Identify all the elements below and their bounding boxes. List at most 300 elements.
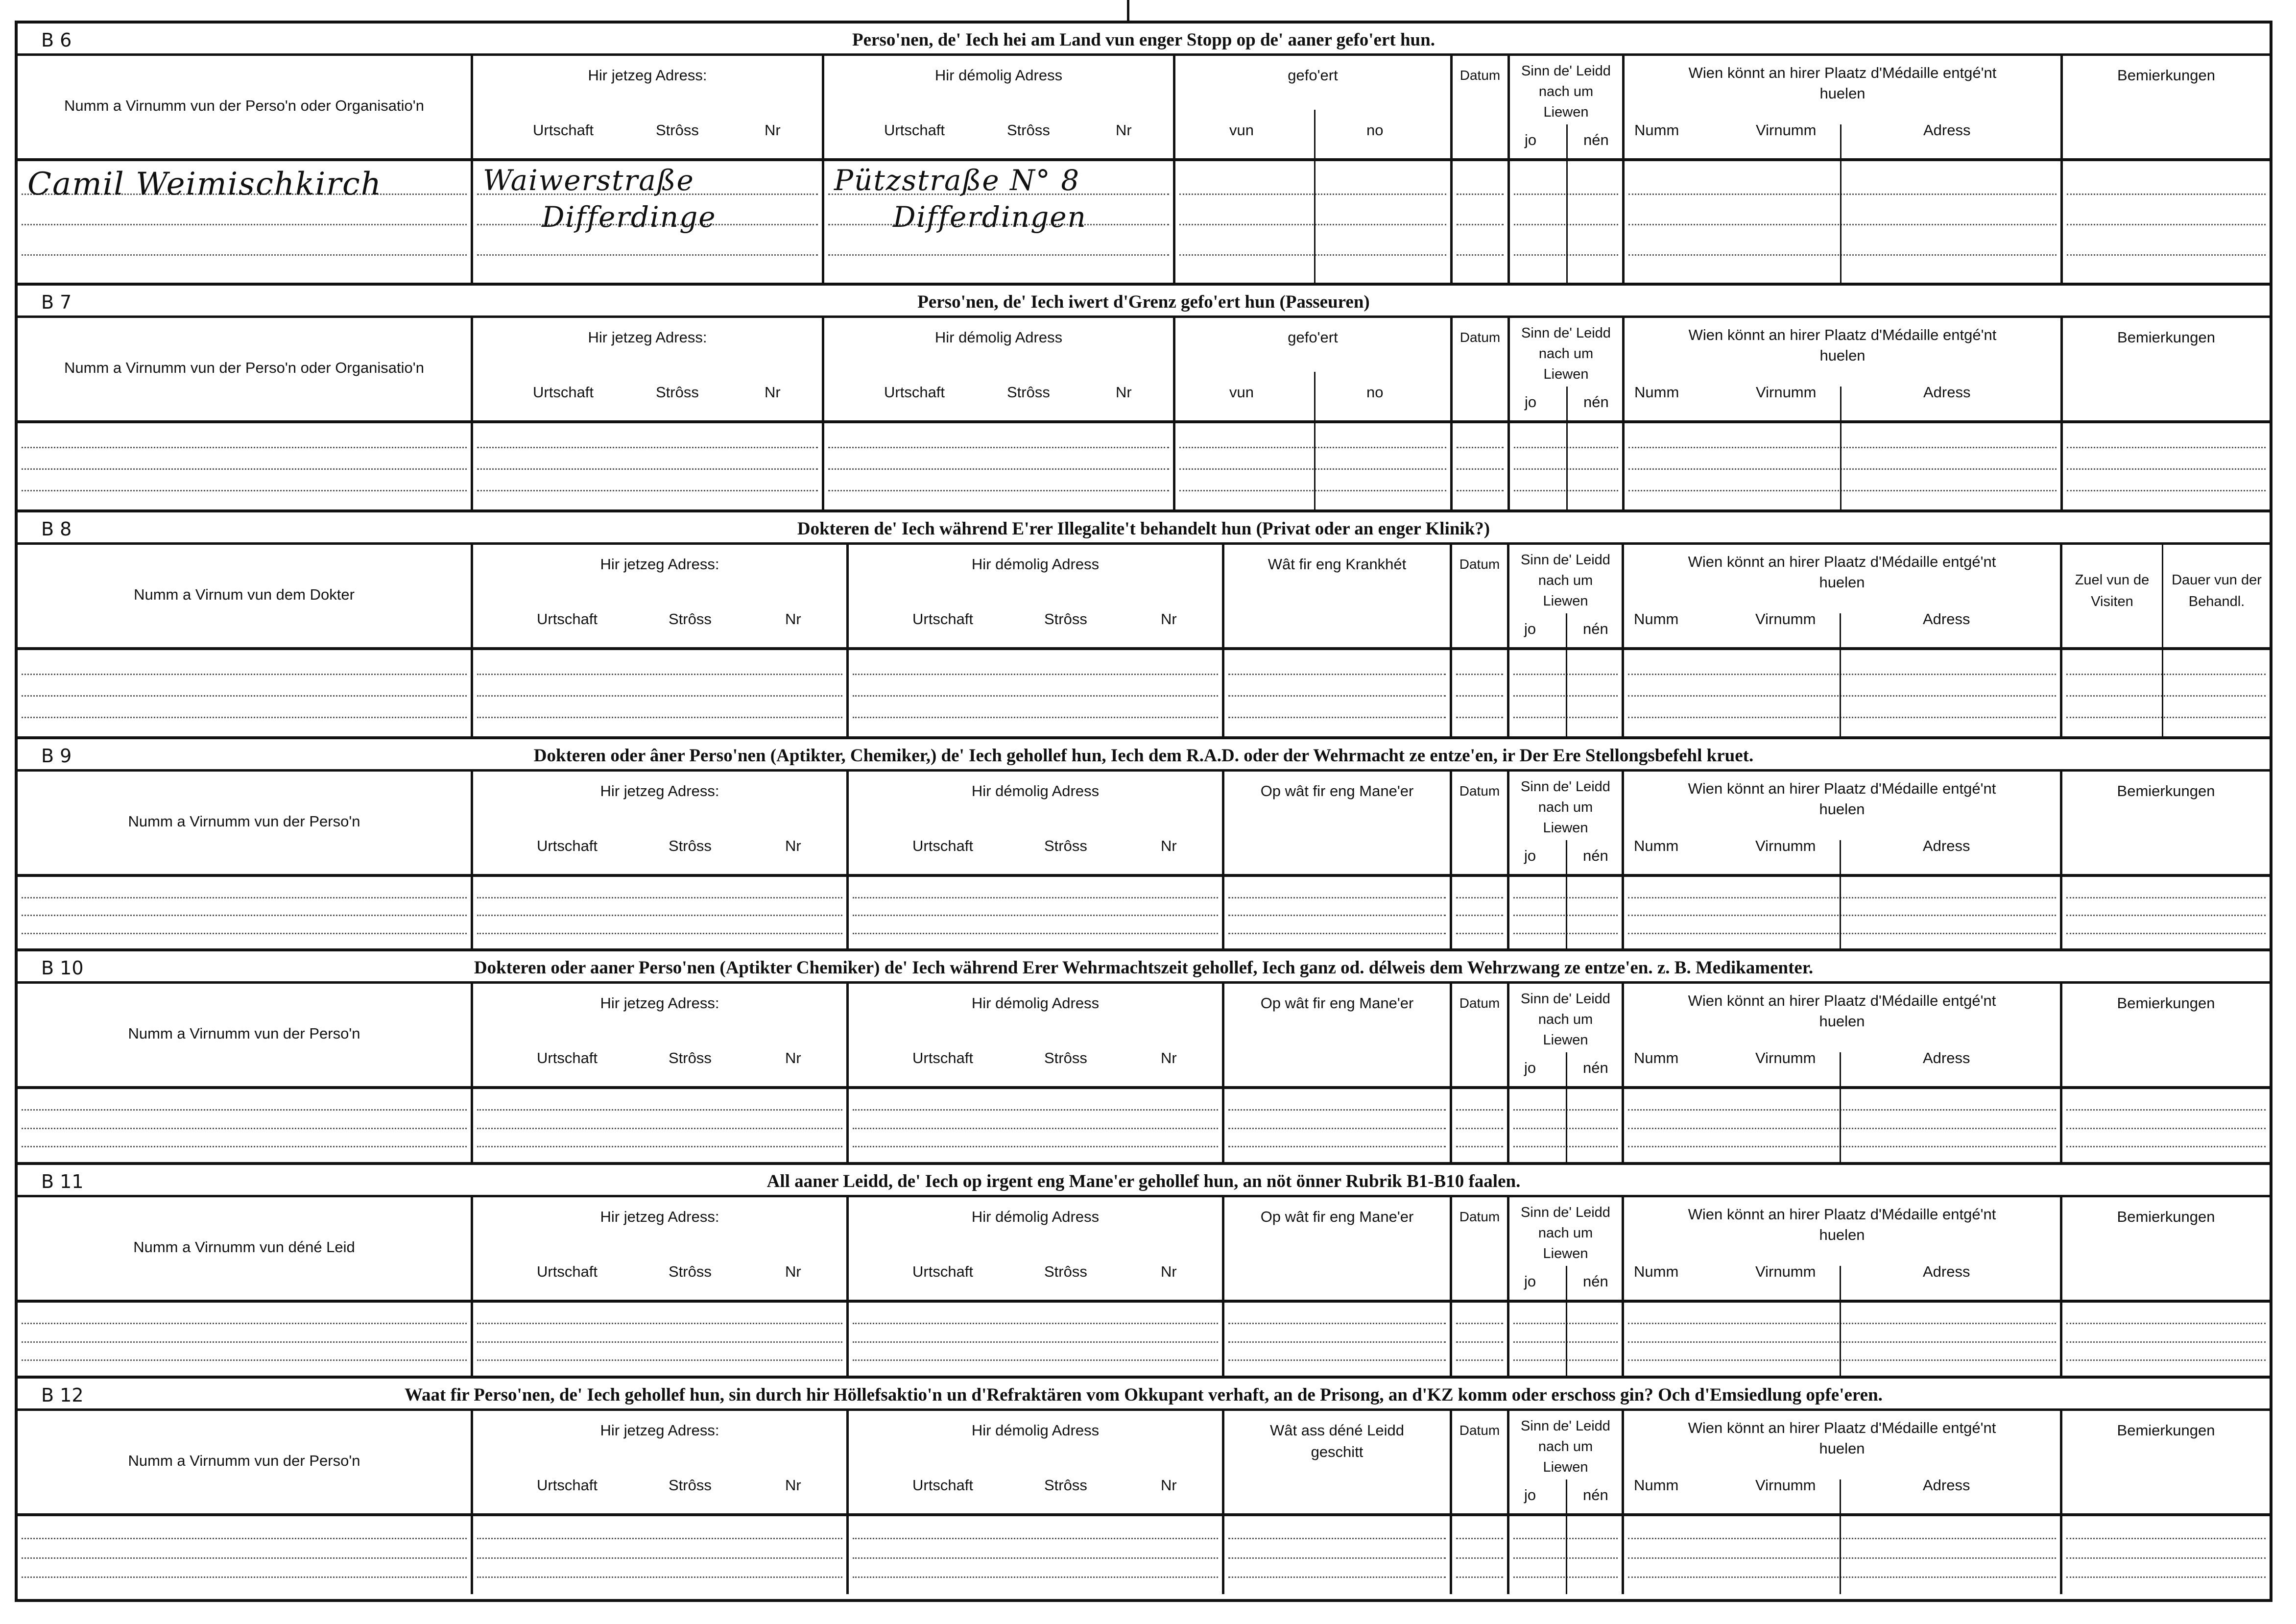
- writing-line: [1228, 1341, 1446, 1343]
- stross-label: Strôss: [1007, 384, 1050, 401]
- remarks-header: Bemierkungen: [2117, 329, 2215, 346]
- entry-area[interactable]: [1624, 650, 2060, 736]
- writing-line: [1228, 1359, 1446, 1361]
- writing-line: [1628, 490, 2057, 491]
- column-sinn: [1509, 772, 1624, 948]
- column-header: [849, 984, 1222, 1089]
- section-id: B 12: [41, 1384, 84, 1406]
- column-header: [2062, 545, 2270, 650]
- name-header: Numm a Virnum vun dem Dokter: [134, 586, 355, 603]
- mid-header: Wât ass déné Leidd geschitt: [1269, 1422, 1404, 1460]
- section-title: Perso'nen, de' Iech hei am Land vun enger Stopp op de' aaner gefo'ert hun.: [852, 30, 1435, 50]
- entry-area[interactable]: [2062, 877, 2270, 948]
- writing-line: [1456, 933, 1503, 934]
- column-header: [1452, 545, 1507, 650]
- numm-label: Numm: [1634, 610, 1679, 628]
- section-b7: [18, 286, 2270, 512]
- column-header: [473, 984, 846, 1089]
- writing-line: [2066, 1146, 2266, 1147]
- medal-recipient-header: Wien könnt an hirer Plaatz d'Médaille entgé'nt huelen: [1688, 64, 1997, 102]
- entry-area[interactable]: [1624, 877, 2060, 948]
- entry-area[interactable]: [18, 161, 471, 283]
- writing-line: [1628, 1576, 2056, 1578]
- adress-label: Adress: [1923, 610, 1970, 628]
- writing-line: [2066, 897, 2266, 898]
- urtschaft-label: Urtschaft: [533, 384, 594, 401]
- column-divider: [2162, 545, 2163, 736]
- writing-line: [22, 1538, 467, 1539]
- addr_now-header: Hir jetzeg Adress:: [600, 1422, 719, 1439]
- column-last: [2063, 56, 2270, 283]
- entry-area[interactable]: [473, 1516, 846, 1594]
- mid-header: Op wât fir eng Mane'er: [1260, 782, 1414, 800]
- section-title: Perso'nen, de' Iech iwert d'Grenz gefo'ert hun (Passeuren): [917, 292, 1370, 312]
- virnumm-label: Virnumm: [1756, 384, 1817, 401]
- entry-area[interactable]: [849, 1089, 1222, 1162]
- addr_now-header: Hir jetzeg Adress:: [600, 782, 719, 800]
- writing-line: [22, 1359, 467, 1361]
- writing-line: [1179, 254, 1446, 256]
- section-title-bar: [18, 739, 2270, 772]
- entry-area[interactable]: [18, 1516, 471, 1594]
- column-name: [18, 545, 473, 736]
- virnumm-label: Virnumm: [1756, 121, 1817, 139]
- writing-line: [828, 447, 1169, 448]
- writing-line: [1628, 1557, 2056, 1559]
- writing-line: [1456, 1109, 1503, 1111]
- column-addr_then: [824, 318, 1175, 509]
- writing-line: [477, 915, 842, 916]
- column-last: [2062, 1197, 2270, 1376]
- alive-header: Sinn de' Leidd nach um Liewen: [1521, 1205, 1610, 1261]
- column-mid2: [1175, 56, 1453, 283]
- writing-line: [1228, 915, 1446, 916]
- column-divider: [1314, 161, 1315, 283]
- entry-area[interactable]: [1175, 161, 1450, 283]
- entry-area[interactable]: [1224, 1516, 1450, 1594]
- writing-line: [477, 1576, 842, 1578]
- entry-area[interactable]: [18, 1089, 471, 1162]
- writing-line: [853, 1359, 1218, 1361]
- writing-line: [1628, 915, 2056, 916]
- column-header: [1175, 318, 1450, 423]
- addr_now-header: Hir jetzeg Adress:: [588, 67, 707, 84]
- column-last: [2062, 772, 2270, 948]
- column-mid1: [1224, 1411, 1452, 1594]
- column-header: [2062, 772, 2270, 877]
- entry-area[interactable]: [1452, 1303, 1507, 1376]
- entry-area[interactable]: [1452, 1516, 1507, 1594]
- numm-label: Numm: [1634, 121, 1679, 139]
- writing-line: [477, 254, 818, 256]
- stross-label: Strôss: [669, 837, 712, 854]
- vun-label: vun: [1229, 121, 1254, 139]
- column-datum: [1452, 1197, 1509, 1376]
- name-header: Numm a Virnumm vun der Perso'n: [128, 1452, 360, 1469]
- column-header: [1175, 56, 1450, 161]
- writing-line: [1457, 447, 1504, 448]
- writing-line: [1456, 1323, 1503, 1324]
- no-label: no: [1366, 384, 1384, 401]
- writing-line: [1456, 1128, 1503, 1129]
- column-header: [849, 545, 1222, 650]
- writing-line: [2067, 194, 2266, 195]
- writing-line: [22, 933, 467, 934]
- stross-label: Strôss: [1044, 1263, 1087, 1280]
- writing-line: [2066, 717, 2266, 718]
- addr_then-header: Hir démolig Adress: [971, 994, 1100, 1012]
- addr_then-header: Hir démolig Adress: [971, 1422, 1100, 1439]
- stross-label: Strôss: [656, 384, 699, 401]
- stross-label: Strôss: [1044, 837, 1087, 854]
- column-mid1: [1224, 772, 1452, 948]
- entry-area[interactable]: [1625, 161, 2060, 283]
- nr-label: Nr: [1161, 1477, 1177, 1494]
- stross-label: Strôss: [669, 1263, 712, 1280]
- writing-line: [1628, 447, 2057, 448]
- medal-recipient-header: Wien könnt an hirer Plaatz d'Médaille entgé'nt huelen: [1688, 1419, 1996, 1457]
- column-name: [18, 1411, 473, 1594]
- stross-label: Strôss: [1007, 121, 1050, 139]
- medal-recipient-header: Wien könnt an hirer Plaatz d'Médaille entgé'nt huelen: [1688, 780, 1996, 818]
- column-mid1: [1224, 984, 1452, 1162]
- section-title: All aaner Leidd, de' Iech op irgent eng Mane'er gehollef hun, an nöt önner Rubrik B1-B10 faalen.: [766, 1171, 1521, 1191]
- numm-label: Numm: [1634, 1049, 1679, 1067]
- writing-line: [2067, 468, 2266, 470]
- column-header: [1624, 1411, 2060, 1516]
- datum-header: Datum: [1459, 557, 1500, 572]
- writing-line: [1228, 1538, 1446, 1539]
- datum-header: Datum: [1459, 68, 1501, 83]
- column-wien: [1624, 1197, 2062, 1376]
- column-sinn: [1509, 1197, 1624, 1376]
- stross-label: Strôss: [669, 1049, 712, 1067]
- column-last2: [2062, 545, 2270, 736]
- section-title: Dokteren oder âner Perso'nen (Aptikter, Chemiker,) de' Iech gehollef hun, Iech dem R.A.D. oder der Wehrmacht ze entze'en, ir Der Ere Stellongsbefehl kruet.: [533, 746, 1754, 766]
- writing-line: [1628, 254, 2057, 256]
- writing-line: [477, 695, 842, 697]
- medal-recipient-header: Wien könnt an hirer Plaatz d'Médaille entgé'nt huelen: [1688, 553, 1996, 591]
- writing-line: [853, 1341, 1218, 1343]
- column-divider: [1566, 1052, 1567, 1162]
- entry-area[interactable]: [18, 877, 471, 948]
- column-header: [1624, 772, 2060, 877]
- datum-header: Datum: [1459, 1423, 1500, 1438]
- writing-line: [1456, 915, 1503, 916]
- virnumm-label: Virnumm: [1755, 1477, 1816, 1494]
- handwritten-name: Camil Weimischkirch: [27, 166, 382, 202]
- entry-area[interactable]: [1452, 1089, 1507, 1162]
- writing-line: [1228, 1323, 1446, 1324]
- writing-line: [22, 1557, 467, 1559]
- section-title-bar: [18, 951, 2270, 984]
- addr_now-header: Hir jetzeg Adress:: [588, 329, 707, 346]
- entry-area[interactable]: [849, 1516, 1222, 1594]
- questionnaire-form-page: [15, 21, 2272, 1602]
- writing-line: [1228, 1576, 1446, 1578]
- entry-area[interactable]: [2062, 1089, 2270, 1162]
- jo-label: jo: [1524, 1273, 1536, 1290]
- column-header: [473, 545, 846, 650]
- column-header: [849, 1411, 1222, 1516]
- section-title-bar: [18, 1165, 2270, 1197]
- nr-label: Nr: [1161, 610, 1177, 628]
- column-divider: [1314, 110, 1315, 161]
- entry-area[interactable]: [1224, 1089, 1450, 1162]
- writing-line: [1628, 933, 2056, 934]
- gefoert-header: gefo'ert: [1288, 329, 1338, 346]
- column-divider: [1566, 613, 1567, 736]
- writing-line: [1456, 1341, 1503, 1343]
- section-title-bar: [18, 24, 2270, 56]
- column-header: [1452, 772, 1507, 877]
- entry-area[interactable]: [1625, 423, 2060, 509]
- datum-header: Datum: [1459, 995, 1500, 1011]
- entry-area[interactable]: [849, 1303, 1222, 1376]
- handwritten-street: Waiwerstraße: [483, 164, 694, 197]
- writing-line: [22, 1109, 467, 1111]
- entry-area[interactable]: [1452, 877, 1507, 948]
- writing-line: [853, 1576, 1218, 1578]
- entry-area[interactable]: [1452, 650, 1507, 736]
- nen-label: nén: [1583, 620, 1608, 637]
- adress-label: Adress: [1923, 837, 1970, 854]
- entry-area[interactable]: [1624, 1303, 2060, 1376]
- writing-line: [853, 1557, 1218, 1559]
- mid-header: Op wât fir eng Mane'er: [1260, 994, 1414, 1012]
- writing-line: [2067, 490, 2266, 491]
- writing-line: [22, 468, 467, 470]
- nr-label: Nr: [785, 1263, 801, 1280]
- mid-header: Op wât fir eng Mane'er: [1260, 1208, 1414, 1225]
- column-header: [1452, 984, 1507, 1089]
- entry-area[interactable]: [824, 423, 1173, 509]
- writing-line: [2066, 1323, 2266, 1324]
- entry-area[interactable]: [18, 423, 471, 509]
- entry-area[interactable]: [473, 161, 822, 283]
- writing-line: [2066, 674, 2266, 675]
- column-divider: [1566, 1266, 1567, 1376]
- entry-area[interactable]: [1224, 877, 1450, 948]
- remarks-header: Bemierkungen: [2117, 994, 2215, 1012]
- column-header: [1624, 1197, 2060, 1303]
- urtschaft-label: Urtschaft: [884, 384, 945, 401]
- column-header: [18, 56, 471, 161]
- entry-area[interactable]: [824, 161, 1173, 283]
- column-name: [18, 1197, 473, 1376]
- medal-recipient-header: Wien könnt an hirer Plaatz d'Médaille entgé'nt huelen: [1688, 992, 1996, 1030]
- column-header: [18, 318, 471, 423]
- writing-line: [22, 224, 467, 225]
- writing-line: [1456, 1557, 1503, 1559]
- remarks-header: Bemierkungen: [2117, 1208, 2215, 1225]
- writing-line: [1179, 194, 1446, 195]
- numm-label: Numm: [1634, 837, 1679, 854]
- handwritten-town: Differdingen: [893, 200, 1087, 234]
- entry-area[interactable]: [1453, 423, 1507, 509]
- entry-area[interactable]: [473, 650, 846, 736]
- writing-line: [1628, 1109, 2056, 1111]
- entry-area[interactable]: [18, 1303, 471, 1376]
- entry-area[interactable]: [1224, 650, 1450, 736]
- entry-area[interactable]: [473, 1303, 846, 1376]
- writing-line: [1457, 468, 1504, 470]
- urtschaft-label: Urtschaft: [533, 121, 594, 139]
- entry-area[interactable]: [849, 650, 1222, 736]
- urtschaft-label: Urtschaft: [537, 1477, 598, 1494]
- writing-line: [1228, 717, 1446, 718]
- writing-line: [22, 1146, 467, 1147]
- column-divider: [1840, 840, 1841, 948]
- entry-area[interactable]: [2062, 1303, 2270, 1376]
- section-title: Dokteren de' Iech während E'rer Illegalite't behandelt hun (Privat oder an enger Klinik?): [797, 519, 1490, 539]
- medal-recipient-header: Wien könnt an hirer Plaatz d'Médaille entgé'nt huelen: [1688, 326, 1997, 364]
- section-b6: [18, 24, 2270, 286]
- entry-area[interactable]: [2063, 423, 2270, 509]
- column-addr_now: [473, 56, 824, 283]
- column-sinn: [1510, 56, 1625, 283]
- urtschaft-label: Urtschaft: [912, 837, 974, 854]
- alive-header: Sinn de' Leidd nach um Liewen: [1521, 325, 1611, 382]
- column-header: [1625, 318, 2060, 423]
- column-divider: [1840, 387, 1842, 509]
- column-divider: [1566, 840, 1567, 948]
- section-b8: [18, 512, 2270, 739]
- writing-line: [477, 1557, 842, 1559]
- addr_now-header: Hir jetzeg Adress:: [600, 994, 719, 1012]
- writing-line: [1228, 933, 1446, 934]
- writing-line: [828, 254, 1169, 256]
- column-header: [473, 56, 822, 161]
- section-id: B 11: [41, 1171, 84, 1192]
- entry-area[interactable]: [1624, 1089, 2060, 1162]
- entry-area[interactable]: [2063, 161, 2270, 283]
- no-label: no: [1366, 121, 1384, 139]
- virnumm-label: Virnumm: [1755, 837, 1816, 854]
- handwritten-town: Differdinge: [542, 200, 717, 234]
- writing-line: [477, 1538, 842, 1539]
- column-divider: [1840, 1052, 1841, 1162]
- column-divider: [1840, 1479, 1841, 1594]
- writing-line: [1228, 674, 1446, 675]
- section-id: B 7: [41, 291, 72, 313]
- entry-area[interactable]: [18, 650, 471, 736]
- remarks-header: Bemierkungen: [2117, 1422, 2215, 1439]
- name-header: Numm a Virnumm vun der Perso'n: [128, 1025, 360, 1042]
- urtschaft-label: Urtschaft: [537, 1263, 598, 1280]
- column-addr_then: [849, 545, 1224, 736]
- entry-area[interactable]: [473, 1089, 846, 1162]
- column-header: [18, 1197, 471, 1303]
- writing-line: [22, 717, 467, 718]
- column-header: [18, 545, 471, 650]
- writing-line: [2066, 1128, 2266, 1129]
- column-header: [1224, 984, 1450, 1089]
- page-crease-mark: [1127, 0, 1129, 22]
- addr_now-header: Hir jetzeg Adress:: [600, 1208, 719, 1225]
- name-header: Numm a Virnumm vun déné Leid: [133, 1238, 355, 1256]
- gefoert-header: gefo'ert: [1288, 67, 1338, 84]
- writing-line: [477, 447, 818, 448]
- writing-line: [22, 1341, 467, 1343]
- writing-line: [2066, 695, 2266, 697]
- writing-line: [1628, 1146, 2056, 1147]
- virnumm-label: Virnumm: [1755, 610, 1816, 628]
- entry-area[interactable]: [1175, 423, 1450, 509]
- writing-line: [828, 490, 1169, 491]
- column-header: [473, 1197, 846, 1303]
- writing-line: [22, 695, 467, 697]
- writing-line: [2066, 1359, 2266, 1361]
- nr-label: Nr: [765, 121, 781, 139]
- writing-line: [2067, 447, 2266, 448]
- numm-label: Numm: [1634, 1477, 1679, 1494]
- column-datum: [1452, 1411, 1509, 1594]
- writing-line: [1179, 468, 1446, 470]
- section-id: B 10: [41, 957, 84, 979]
- column-wien: [1624, 772, 2062, 948]
- urtschaft-label: Urtschaft: [884, 121, 945, 139]
- datum-header: Datum: [1459, 330, 1501, 345]
- writing-line: [2066, 1109, 2266, 1111]
- section-b10: [18, 951, 2270, 1165]
- jo-label: jo: [1524, 620, 1536, 637]
- entry-area[interactable]: [1224, 1303, 1450, 1376]
- entry-area[interactable]: [1453, 161, 1507, 283]
- entry-area[interactable]: [849, 877, 1222, 948]
- numm-label: Numm: [1634, 384, 1679, 401]
- entry-area[interactable]: [2062, 650, 2270, 736]
- vun-label: vun: [1229, 384, 1254, 401]
- urtschaft-label: Urtschaft: [537, 837, 598, 854]
- column-header: [18, 984, 471, 1089]
- nen-label: nén: [1583, 131, 1609, 148]
- nr-label: Nr: [785, 1049, 801, 1067]
- entry-area[interactable]: [473, 877, 846, 948]
- writing-line: [2067, 224, 2266, 225]
- column-mid2: [1175, 318, 1453, 509]
- entry-area[interactable]: [1624, 1516, 2060, 1594]
- writing-line: [22, 1576, 467, 1578]
- column-header: [2062, 984, 2270, 1089]
- writing-line: [1628, 224, 2057, 225]
- section-id: B 9: [41, 745, 72, 767]
- datum-header: Datum: [1459, 1209, 1500, 1224]
- datum-header: Datum: [1459, 783, 1500, 799]
- addr_now-header: Hir jetzeg Adress:: [600, 556, 719, 573]
- writing-line: [1456, 695, 1503, 697]
- writing-line: [22, 1323, 467, 1324]
- writing-line: [22, 490, 467, 491]
- writing-line: [477, 897, 842, 898]
- column-divider: [1566, 387, 1568, 509]
- writing-line: [477, 717, 842, 718]
- column-header: [1453, 318, 1507, 423]
- entry-area[interactable]: [2062, 1516, 2270, 1594]
- column-header: [473, 318, 822, 423]
- treatment-duration-header: Dauer vun der Behandl.: [2172, 572, 2262, 609]
- entry-area[interactable]: [473, 423, 822, 509]
- column-header: [824, 56, 1173, 161]
- nr-label: Nr: [785, 610, 801, 628]
- column-wien: [1624, 1411, 2062, 1594]
- writing-line: [1456, 1576, 1503, 1578]
- writing-line: [1628, 1359, 2056, 1361]
- column-addr_now: [473, 1197, 849, 1376]
- column-divider: [1566, 124, 1568, 283]
- alive-header: Sinn de' Leidd nach um Liewen: [1521, 552, 1610, 609]
- column-wien: [1625, 318, 2063, 509]
